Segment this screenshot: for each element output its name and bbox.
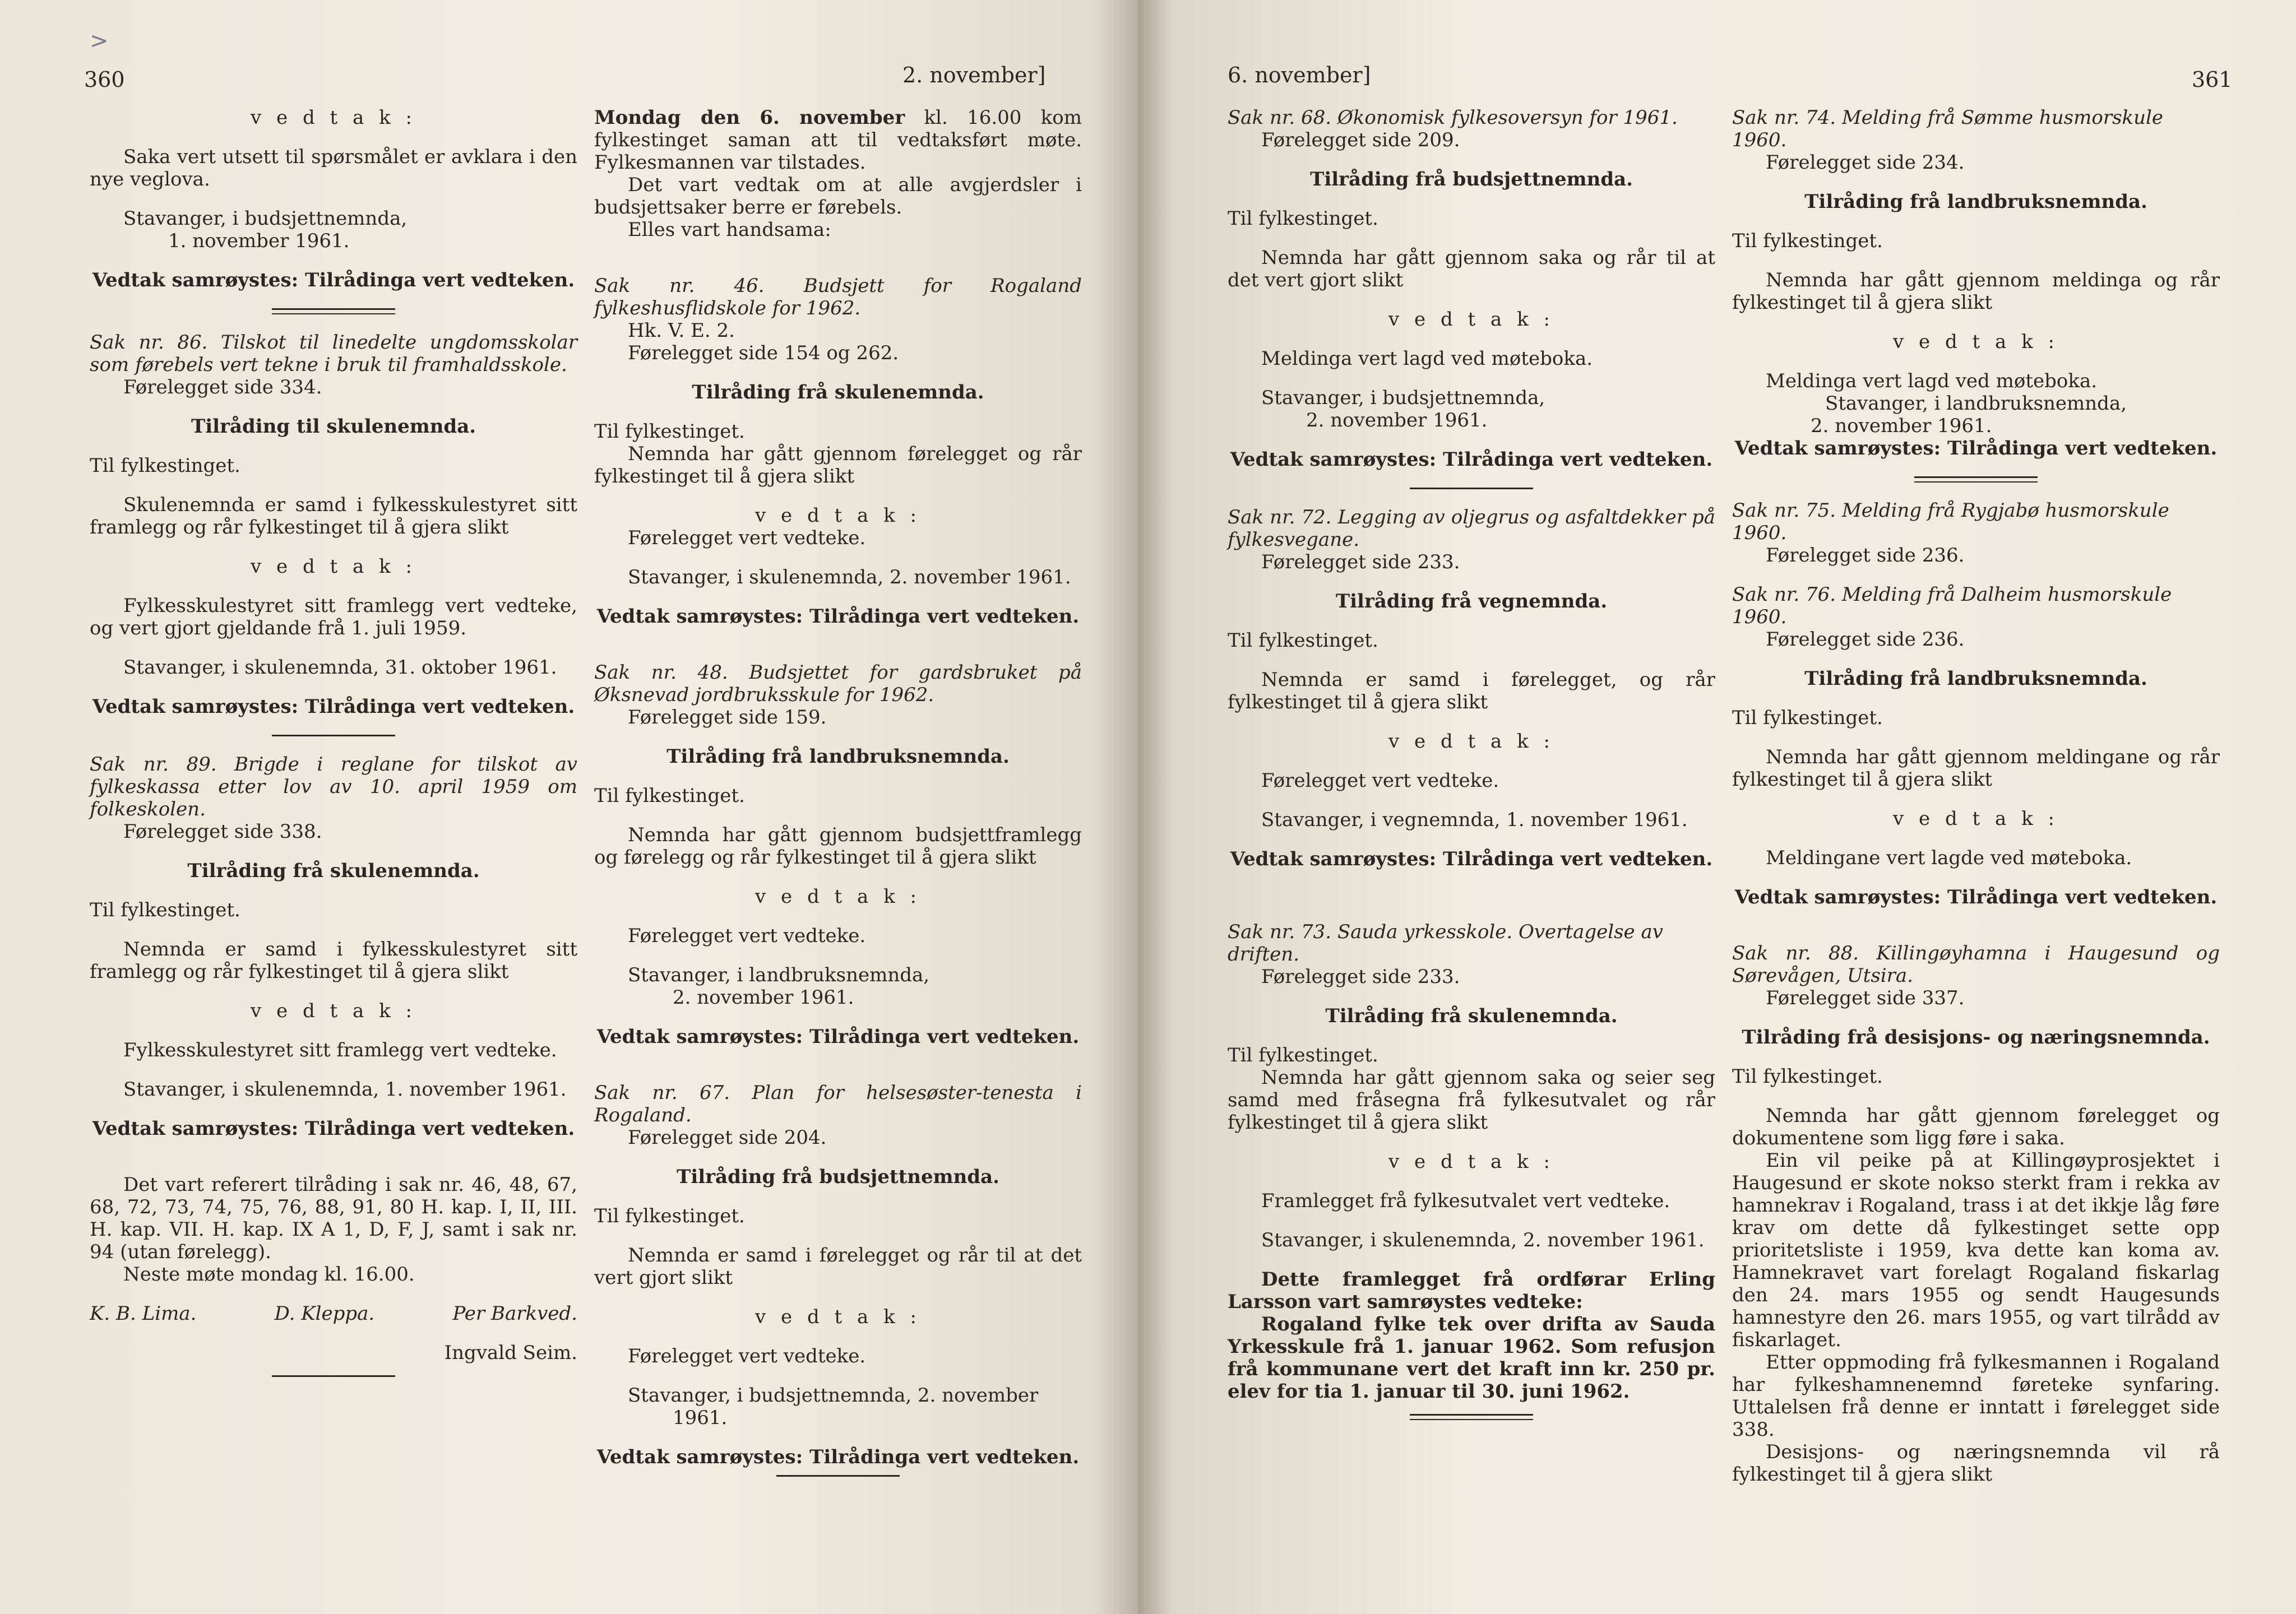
addressee: Til fylkestinget. [1732, 1065, 1883, 1088]
case-title: Sak nr. 74. Melding frå Sømme husmorskule 1960. [1732, 106, 2164, 151]
recommendation-heading: Tilråding frå landbruksnemnda. [666, 745, 1010, 768]
addressee: Til fylkestinget. [1228, 207, 1378, 230]
signature-place: Stavanger, i budsjettnemnda, 2. november [628, 1384, 1039, 1407]
paragraph: Meldingane vert lagde ved møteboka. [1766, 847, 2132, 869]
case-reference: Førelegget side 337. [1766, 987, 1965, 1009]
signature-date: 2. november 1961. [1306, 409, 1488, 432]
recommendation-heading: Tilråding frå skulenemnda. [187, 860, 480, 882]
paragraph: Det vart referert tilråding i sak nr. 46, 48, 67, 68, 72, 73, 74, 75, 76, 88, 91, 80 H. kap. I, II, III. H. kap. VII. H. kap. IX A 1, D, F, J, samt i sak nr. 94 (utan førelegg). [90, 1174, 577, 1263]
paragraph: Etter oppmoding frå fylkesmannen i Rogaland har fylkeshamnenemnd føreteke synfaring. Uttalelsen frå denne er inntatt i førelegget side 338. [1732, 1351, 2220, 1441]
case-reference: Førelegget side 236. [1766, 628, 1965, 651]
vedtak-heading: v e d t a k : [1388, 308, 1554, 331]
vedtak-heading: v e d t a k : [251, 106, 416, 129]
running-head: 6. november] [1228, 63, 1371, 87]
vedtak-heading: v e d t a k : [1388, 730, 1554, 753]
case-title: Sak nr. 48. Budsjettet for gardsbruket på Øksnevad jordbruksskule for 1962. [594, 661, 1082, 706]
vedtak-result: Vedtak samrøystes: Tilrådinga vert vedteken. [596, 1446, 1080, 1468]
case-title: Sak nr. 46. Budsjett for Rogaland fylkeshusflidskole for 1962. [594, 275, 1082, 319]
paragraph: Nemnda er samd i førelegget og rår til at det vert gjort slikt [594, 1244, 1082, 1289]
decision-intro: Dette framlegget frå ordførar Erling Larsson vart samrøystes vedteke: [1228, 1268, 1715, 1313]
signature-place: Stavanger, i budsjettnemnda, [1261, 387, 1545, 409]
signatures-row [90, 1302, 577, 1325]
next-meeting: Neste møte mondag kl. 16.00. [123, 1263, 415, 1286]
signature-date: 2. november 1961. [673, 986, 854, 1009]
recommendation-heading: Tilråding frå skulenemnda. [692, 381, 984, 404]
vedtak-result: Vedtak samrøystes: Tilrådinga vert vedteken. [596, 1026, 1080, 1048]
signature: Stavanger, i skulenemnda, 31. oktober 1961. [123, 656, 557, 679]
case-reference: Førelegget side 154 og 262. [628, 342, 899, 364]
paragraph: Førelegget vert vedteke. [628, 527, 866, 549]
margin-mark: > [90, 28, 109, 54]
right-column-1 [1228, 106, 1715, 1437]
paragraph: Elles vart handsama: [628, 219, 831, 241]
signature-name: Per Barkved. [452, 1302, 577, 1325]
signature-place: Stavanger, i landbruksnemnda, [628, 964, 930, 986]
right-column-2 [1732, 106, 2220, 1486]
vedtak-heading: v e d t a k : [1388, 1151, 1554, 1173]
signature-place: Stavanger, i budsjettnemnda, [123, 207, 408, 230]
signature-name: K. B. Lima. [90, 1302, 197, 1325]
divider [1410, 488, 1533, 489]
recommendation-heading: Tilråding frå budsjettnemnda. [1310, 168, 1633, 191]
paragraph: Desisjons- og næringsnemnda vil rå fylkestinget til å gjera slikt [1732, 1441, 2220, 1486]
paragraph: Meldinga vert lagd ved møteboka. [1261, 347, 1593, 370]
paragraph: Førelegget vert vedteke. [1261, 769, 1499, 792]
addressee: Til fylkestinget. [1732, 230, 1883, 252]
left-column-1 [90, 106, 577, 1394]
addressee: Til fylkestinget. [594, 420, 745, 443]
vedtak-result: Vedtak samrøystes: Tilrådinga vert vedteken. [1230, 448, 1713, 471]
vedtak-heading: v e d t a k : [251, 555, 416, 578]
recommendation-heading: Tilråding frå desisjons- og næringsnemnda. [1742, 1026, 2210, 1049]
vedtak-result: Vedtak samrøystes: Tilrådinga vert vedteken. [92, 269, 575, 291]
recommendation-heading: Tilråding frå skulenemnda. [1325, 1005, 1618, 1027]
divider [1410, 1414, 1533, 1420]
case-title: Sak nr. 88. Killingøyhamna i Haugesund og Sørevågen, Utsira. [1732, 942, 2220, 987]
signature-date: 2. november 1961. [1811, 415, 1992, 437]
case-title: Sak nr. 89. Brigde i reglane for tilskot av fylkeskassa etter lov av 10. april 1959 om folkeskolen. [90, 753, 577, 820]
signature-name: D. Kleppa. [274, 1302, 375, 1325]
paragraph: Førelegget vert vedteke. [628, 925, 866, 947]
signature: Stavanger, i skulenemnda, 1. november 1961. [123, 1078, 567, 1101]
paragraph: Fylkesskulestyret sitt framlegg vert vedteke. [123, 1039, 557, 1061]
addressee: Til fylkestinget. [594, 1205, 745, 1227]
vedtak-result: Vedtak samrøystes: Tilrådinga vert vedteken. [1734, 437, 2218, 460]
paragraph: Nemnda er samd i førelegget, og rår fylkestinget til å gjera slikt [1228, 669, 1715, 713]
divider [1914, 476, 2038, 483]
paragraph: Saka vert utsett til spørsmålet er avklara i den nye veglova. [90, 146, 577, 191]
paragraph: Nemnda har gått gjennom førelegget og rår fylkestinget til å gjera slikt [594, 443, 1082, 488]
signature: Stavanger, i skulenemnda, 2. november 1961. [628, 566, 1071, 588]
recommendation-heading: Tilråding frå vegnemnda. [1335, 590, 1608, 613]
paragraph: Fylkesskulestyret sitt framlegg vert vedteke, og vert gjort gjeldande frå 1. juli 1959. [90, 595, 577, 639]
vedtak-heading: v e d t a k : [755, 1306, 921, 1328]
paragraph: Skulenemnda er samd i fylkesskulestyret sitt framlegg og rår fylkestinget til å gjera slikt [90, 494, 577, 539]
vedtak-result: Vedtak samrøystes: Tilrådinga vert vedteken. [1230, 848, 1713, 870]
vedtak-heading: v e d t a k : [755, 504, 921, 527]
case-reference: Førelegget side 338. [123, 820, 322, 843]
paragraph: Nemnda har gått gjennom meldingane og rår fylkestinget til å gjera slikt [1732, 746, 2220, 791]
vedtak-result: Vedtak samrøystes: Tilrådinga vert vedteken. [1734, 886, 2218, 908]
case-chapter: Hk. V. E. 2. [628, 319, 735, 342]
addressee: Til fylkestinget. [90, 454, 240, 477]
paragraph: Det vart vedtak om at alle avgjerdsler i budsjettsaker berre er førebels. [594, 174, 1082, 219]
decision-body: Rogaland fylke tek over drifta av Sauda Yrkesskule frå 1. januar 1962. Som refusjon frå kommunane vert det kraft inn kr. 250 pr. elev for tia 1. januar til 30. juni 1962. [1228, 1313, 1715, 1403]
case-reference: Førelegget side 209. [1261, 129, 1460, 151]
paragraph: Nemnda har gått gjennom meldinga og rår fylkestinget til å gjera slikt [1732, 269, 2220, 314]
paragraph: Meldinga vert lagd ved møteboka. [1766, 370, 2098, 392]
case-reference: Førelegget side 334. [123, 376, 322, 398]
divider [272, 1375, 395, 1377]
case-reference: Førelegget side 159. [628, 706, 827, 729]
page-number: 360 [84, 67, 125, 92]
paragraph: Nemnda har gått gjennom saka og rår til at det vert gjort slikt [1228, 247, 1715, 291]
case-reference: Førelegget side 233. [1261, 966, 1460, 988]
recommendation-heading: Tilråding til skulenemnda. [191, 415, 476, 438]
paragraph: Førelegget vert vedteke. [628, 1345, 866, 1367]
case-title: Sak nr. 75. Melding frå Rygjabø husmorskule 1960. [1732, 499, 2169, 544]
paragraph: Ein vil peike på at Killingøyprosjektet i Haugesund er skote nokso sterkt fram i rekka av hamnekrav i Rogaland, trass i at det ikkje låg føre krav om dette då fylkestinget sette opp prioritetsliste i 1959, kva dette kan koma av. Hamnekravet vart forelagt Rogaland fiskarlag den 24. mars 1955 og sendt Haugesunds hamnestyre den 26. mars 1955, og vart tilrådd av fiskarlaget. [1732, 1149, 2220, 1351]
signature-date: 1. november 1961. [168, 230, 350, 252]
addressee: Til fylkestinget. [594, 785, 745, 807]
vedtak-result: Vedtak samrøystes: Tilrådinga vert vedteken. [92, 695, 575, 718]
divider [272, 735, 395, 736]
case-title: Sak nr. 86. Tilskot til linedelte ungdomsskolar som førebels vert tekne i bruk til framhaldsskole. [90, 331, 577, 376]
paragraph: Nemnda er samd i fylkesskulestyret sitt framlegg og rår fylkestinget til å gjera slikt [90, 938, 577, 983]
case-title: Sak nr. 67. Plan for helsesøster-tenesta i Rogaland. [594, 1082, 1082, 1126]
case-reference: Førelegget side 204. [628, 1126, 827, 1149]
signature-date: 1961. [673, 1407, 728, 1429]
case-title: Sak nr. 76. Melding frå Dalheim husmorskule 1960. [1732, 583, 2172, 628]
case-title: Sak nr. 68. Økonomisk fylkesoversyn for 1961. [1228, 106, 1678, 129]
addressee: Til fylkestinget. [1228, 1044, 1378, 1066]
page-number: 361 [2192, 67, 2233, 92]
paragraph: kl. 16.00 kom fylkestinget saman att til vedtaksført møte. Fylkesmannen var tilstades. [594, 106, 1082, 174]
addressee: Til fylkestinget. [1228, 629, 1378, 652]
vedtak-result: Vedtak samrøystes: Tilrådinga vert vedteken. [92, 1117, 575, 1140]
addressee: Til fylkestinget. [90, 899, 240, 921]
signature-place: Stavanger, i landbruksnemnda, [1825, 392, 2127, 415]
paragraph: Nemnda har gått gjennom budsjettframlegg og førelegg og rår fylkestinget til å gjera slikt [594, 824, 1082, 869]
paragraph: Nemnda har gått gjennom førelegget og dokumentene som ligg føre i saka. [1732, 1105, 2220, 1149]
addressee: Til fylkestinget. [1732, 707, 1883, 729]
vedtak-heading: v e d t a k : [1893, 808, 2059, 830]
case-title: Sak nr. 73. Sauda yrkesskole. Overtagelse av driften. [1228, 921, 1663, 966]
signature: Stavanger, i vegnemnda, 1. november 1961. [1261, 809, 1688, 831]
divider [272, 308, 395, 314]
signature: Stavanger, i skulenemnda, 2. november 1961. [1261, 1229, 1705, 1251]
running-head: 2. november] [902, 63, 1046, 87]
case-reference: Førelegget side 234. [1766, 151, 1965, 174]
vedtak-heading: v e d t a k : [251, 1000, 416, 1022]
paragraph: Framlegget frå fylkesutvalet vert vedteke. [1261, 1190, 1670, 1212]
recommendation-heading: Tilråding frå landbruksnemnda. [1804, 667, 2147, 690]
recommendation-heading: Tilråding frå landbruksnemnda. [1804, 191, 2147, 213]
case-reference: Førelegget side 236. [1766, 544, 1965, 567]
case-reference: Førelegget side 233. [1261, 551, 1460, 573]
divider [776, 1475, 900, 1477]
vedtak-result: Vedtak samrøystes: Tilrådinga vert vedteken. [596, 605, 1080, 628]
left-page [0, 0, 1138, 1614]
meeting-date: Mondag den 6. november [594, 106, 905, 129]
signature-name: Ingvald Seim. [444, 1342, 577, 1364]
vedtak-heading: v e d t a k : [1893, 331, 2059, 353]
case-title: Sak nr. 72. Legging av oljegrus og asfaltdekker på fylkesvegane. [1228, 506, 1715, 551]
right-page [1138, 0, 2296, 1614]
vedtak-heading: v e d t a k : [755, 885, 921, 908]
left-column-2 [594, 106, 1082, 1494]
paragraph: Nemnda har gått gjennom saka og seier seg samd med fråsegna frå fylkesutvalet og rår fylkestinget til å gjera slikt [1228, 1066, 1715, 1134]
recommendation-heading: Tilråding frå budsjettnemnda. [677, 1166, 999, 1188]
